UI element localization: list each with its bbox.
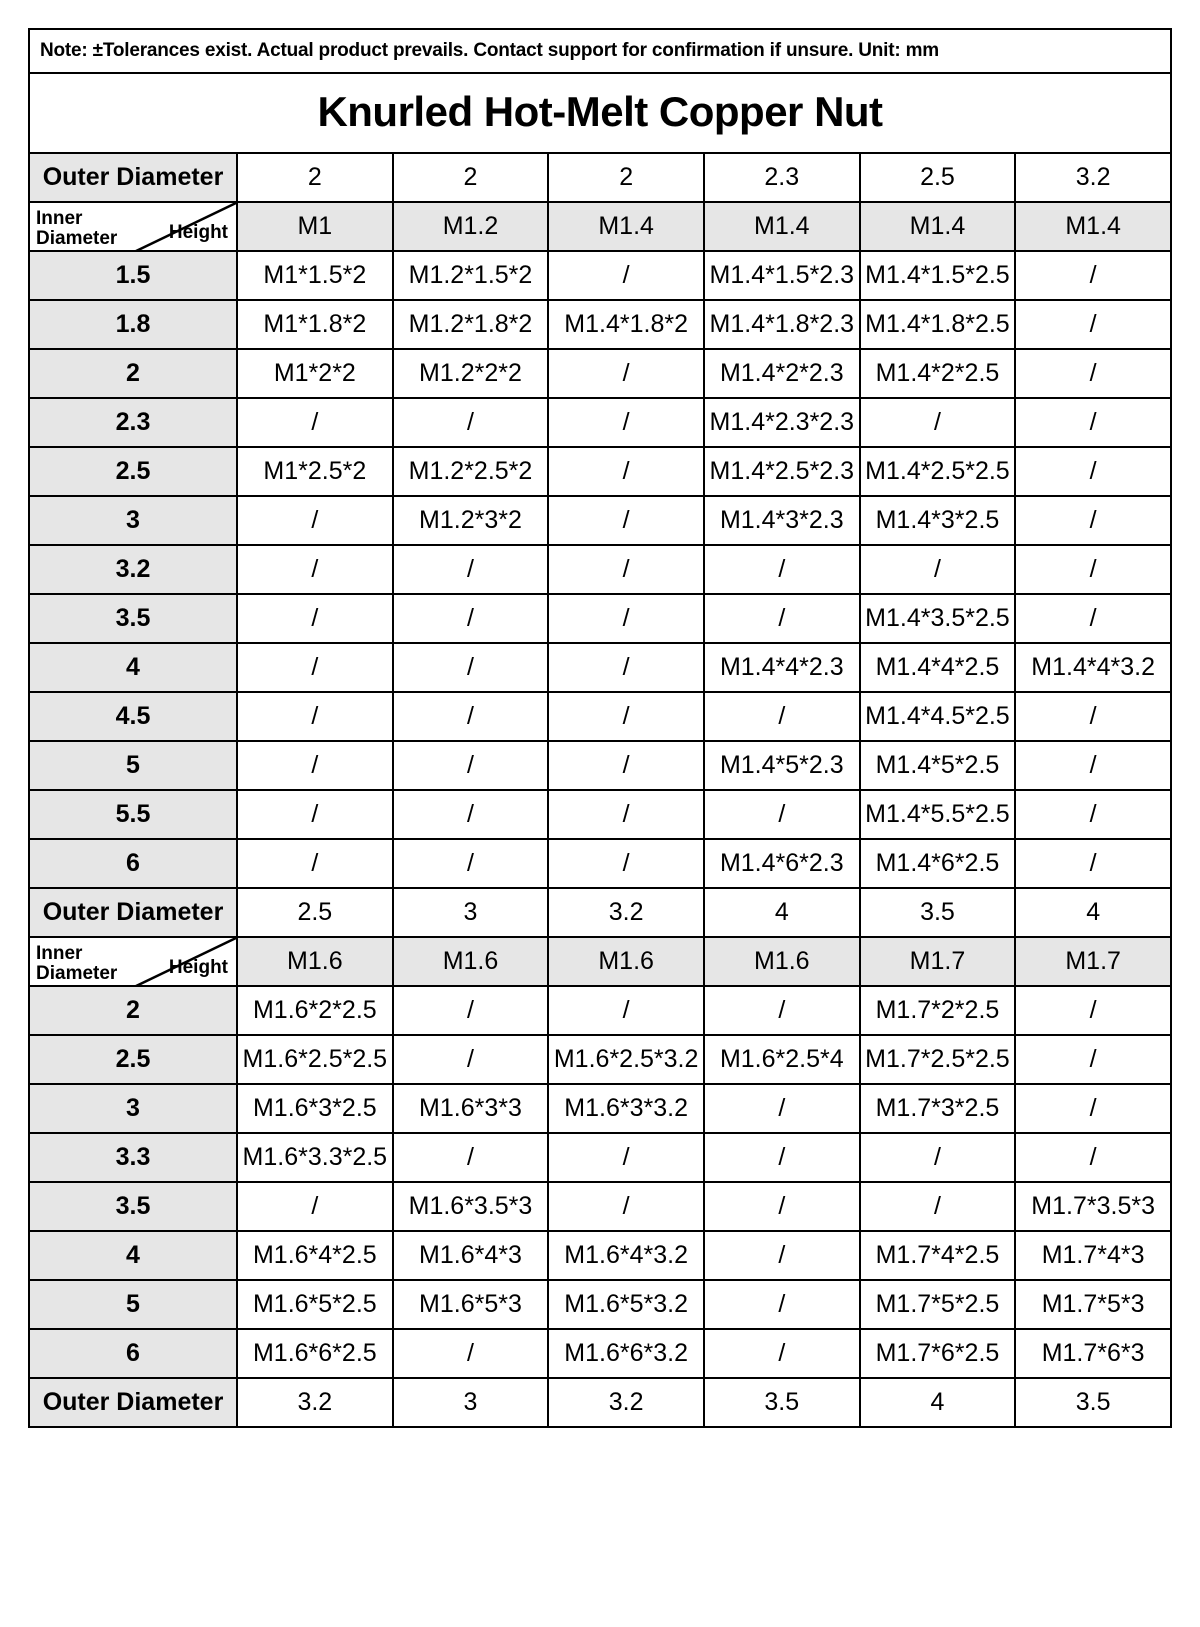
spec-cell: M1.6*4*2.5 — [237, 1231, 393, 1280]
spec-cell-empty: / — [237, 545, 393, 594]
spec-cell-empty: / — [1015, 790, 1171, 839]
spec-cell-empty: / — [704, 1084, 860, 1133]
spec-cell: M1.6*2*2.5 — [237, 986, 393, 1035]
spec-cell-empty: / — [237, 692, 393, 741]
page-title: Knurled Hot-Melt Copper Nut — [28, 72, 1172, 152]
table-row — [29, 1084, 1171, 1133]
spec-cell: M1.7*6*2.5 — [860, 1329, 1016, 1378]
spec-cell-empty: / — [548, 643, 704, 692]
spec-cell: M1.7*5*2.5 — [860, 1280, 1016, 1329]
spec-cell-empty: / — [704, 986, 860, 1035]
outer-diameter-value: 2.3 — [704, 153, 860, 202]
height-value: 3.5 — [29, 1182, 237, 1231]
spec-cell: M1.6*3*3.2 — [548, 1084, 704, 1133]
spec-cell-empty: / — [237, 398, 393, 447]
height-value: 2 — [29, 349, 237, 398]
spec-cell-empty: / — [548, 447, 704, 496]
spec-cell: M1.4*2.5*2.3 — [704, 447, 860, 496]
spec-cell-empty: / — [704, 545, 860, 594]
spec-cell-empty: / — [237, 1182, 393, 1231]
outer-diameter-value: 2.5 — [860, 153, 1016, 202]
spec-cell-empty: / — [548, 692, 704, 741]
table-row — [29, 1133, 1171, 1182]
height-value: 2.5 — [29, 447, 237, 496]
height-value: 3 — [29, 1084, 237, 1133]
spec-cell: M1.6*2.5*4 — [704, 1035, 860, 1084]
height-value: 6 — [29, 839, 237, 888]
spec-cell-empty: / — [548, 496, 704, 545]
spec-cell-empty: / — [237, 741, 393, 790]
spec-cell-empty: / — [237, 594, 393, 643]
table-row — [29, 1182, 1171, 1231]
spec-cell: M1.7*4*3 — [1015, 1231, 1171, 1280]
outer-diameter-row — [29, 1378, 1171, 1427]
spec-cell-empty: / — [548, 398, 704, 447]
height-value: 3 — [29, 496, 237, 545]
thread-size-header: M1.6 — [237, 937, 393, 986]
height-value: 4.5 — [29, 692, 237, 741]
spec-cell-empty: / — [393, 692, 549, 741]
outer-diameter-value: 4 — [704, 888, 860, 937]
outer-diameter-label: Outer Diameter — [29, 888, 237, 937]
thread-size-header: M1.4 — [1015, 202, 1171, 251]
table-row — [29, 398, 1171, 447]
spec-cell-empty: / — [1015, 300, 1171, 349]
height-value: 1.5 — [29, 251, 237, 300]
spec-cell: M1.4*2.3*2.3 — [704, 398, 860, 447]
spec-cell: M1.4*6*2.5 — [860, 839, 1016, 888]
spec-cell: M1.4*6*2.3 — [704, 839, 860, 888]
spec-cell: M1*1.8*2 — [237, 300, 393, 349]
spec-cell-empty: / — [1015, 692, 1171, 741]
outer-diameter-value: 4 — [860, 1378, 1016, 1427]
spec-cell-empty: / — [1015, 349, 1171, 398]
spec-cell-empty: / — [237, 643, 393, 692]
thread-size-header: M1.6 — [548, 937, 704, 986]
spec-cell: M1.6*3.5*3 — [393, 1182, 549, 1231]
spec-cell: M1.4*1.5*2.3 — [704, 251, 860, 300]
height-label: Height — [168, 957, 228, 978]
spec-cell-empty: / — [237, 496, 393, 545]
table-row — [29, 986, 1171, 1035]
height-label: Height — [168, 222, 228, 243]
spec-cell-empty: / — [860, 1133, 1016, 1182]
spec-cell: M1.6*6*2.5 — [237, 1329, 393, 1378]
thread-size-header: M1.4 — [860, 202, 1016, 251]
spec-cell-empty: / — [237, 839, 393, 888]
outer-diameter-value: 2 — [237, 153, 393, 202]
table-row — [29, 643, 1171, 692]
spec-cell-empty: / — [548, 594, 704, 643]
height-value: 2 — [29, 986, 237, 1035]
spec-cell: M1.4*1.8*2.3 — [704, 300, 860, 349]
table-row — [29, 300, 1171, 349]
tolerance-note: Note: ±Tolerances exist. Actual product prevails. Contact support for confirmation if unsure. Unit: mm — [28, 28, 1172, 72]
spec-cell: M1.4*2*2.5 — [860, 349, 1016, 398]
spec-cell-empty: / — [548, 251, 704, 300]
spec-cell: M1.4*4*2.5 — [860, 643, 1016, 692]
spec-cell: M1.6*5*3 — [393, 1280, 549, 1329]
spec-cell-empty: / — [393, 1329, 549, 1378]
inner-diameter-label: Inner Diameter — [36, 943, 118, 984]
spec-cell-empty: / — [548, 839, 704, 888]
spec-cell-empty: / — [548, 349, 704, 398]
spec-cell-empty: / — [1015, 839, 1171, 888]
spec-cell: M1.6*3*3 — [393, 1084, 549, 1133]
inner-diameter-height-corner — [29, 937, 237, 986]
spec-cell: M1.6*3.3*2.5 — [237, 1133, 393, 1182]
spec-cell-empty: / — [860, 1182, 1016, 1231]
spec-cell-empty: / — [237, 790, 393, 839]
spec-cell-empty: / — [1015, 594, 1171, 643]
outer-diameter-value: 2 — [548, 153, 704, 202]
spec-cell: M1.4*5*2.5 — [860, 741, 1016, 790]
spec-cell: M1.4*4*3.2 — [1015, 643, 1171, 692]
height-value: 4 — [29, 643, 237, 692]
table-row — [29, 447, 1171, 496]
inner-diameter-height-corner — [29, 202, 237, 251]
spec-cell-empty: / — [704, 1280, 860, 1329]
spec-cell: M1.4*4*2.3 — [704, 643, 860, 692]
height-value: 5 — [29, 741, 237, 790]
spec-cell-empty: / — [1015, 741, 1171, 790]
table-row — [29, 349, 1171, 398]
outer-diameter-value: 3.2 — [1015, 153, 1171, 202]
spec-cell: M1.4*3*2.5 — [860, 496, 1016, 545]
spec-cell-empty: / — [1015, 986, 1171, 1035]
height-value: 3.2 — [29, 545, 237, 594]
spec-cell-empty: / — [393, 1035, 549, 1084]
thread-size-header: M1.6 — [704, 937, 860, 986]
spec-cell-empty: / — [548, 1182, 704, 1231]
table-row — [29, 1231, 1171, 1280]
outer-diameter-value: 3.5 — [860, 888, 1016, 937]
spec-cell: M1.7*4*2.5 — [860, 1231, 1016, 1280]
spec-cell-empty: / — [548, 790, 704, 839]
spec-cell: M1.6*2.5*3.2 — [548, 1035, 704, 1084]
spec-cell: M1.4*5.5*2.5 — [860, 790, 1016, 839]
spec-cell: M1.6*6*3.2 — [548, 1329, 704, 1378]
table-row — [29, 545, 1171, 594]
spec-cell-empty: / — [393, 741, 549, 790]
thread-size-header: M1.7 — [1015, 937, 1171, 986]
spec-cell-empty: / — [393, 398, 549, 447]
spec-cell-empty: / — [393, 839, 549, 888]
table-row — [29, 594, 1171, 643]
outer-diameter-label: Outer Diameter — [29, 1378, 237, 1427]
table-row — [29, 1329, 1171, 1378]
spec-cell: M1.6*4*3 — [393, 1231, 549, 1280]
spec-cell: M1.6*5*2.5 — [237, 1280, 393, 1329]
spec-cell: M1.7*2.5*2.5 — [860, 1035, 1016, 1084]
thread-size-header: M1 — [237, 202, 393, 251]
spec-cell-empty: / — [704, 1231, 860, 1280]
spec-cell: M1.6*3*2.5 — [237, 1084, 393, 1133]
inner-diameter-label: Inner Diameter — [36, 208, 118, 249]
height-value: 5.5 — [29, 790, 237, 839]
spec-cell-empty: / — [548, 545, 704, 594]
table-row — [29, 741, 1171, 790]
spec-cell: M1.4*2*2.3 — [704, 349, 860, 398]
spec-cell-empty: / — [704, 1133, 860, 1182]
spec-cell: M1.7*5*3 — [1015, 1280, 1171, 1329]
spec-cell: M1.6*2.5*2.5 — [237, 1035, 393, 1084]
table-row — [29, 1280, 1171, 1329]
thread-size-header: M1.7 — [860, 937, 1016, 986]
spec-cell-empty: / — [393, 594, 549, 643]
thread-header-row — [29, 937, 1171, 986]
spec-cell: M1*1.5*2 — [237, 251, 393, 300]
spec-cell-empty: / — [1015, 447, 1171, 496]
spec-cell-empty: / — [393, 986, 549, 1035]
outer-diameter-value: 3.5 — [704, 1378, 860, 1427]
height-value: 3.5 — [29, 594, 237, 643]
table-row — [29, 251, 1171, 300]
table-row — [29, 692, 1171, 741]
spec-cell-empty: / — [860, 398, 1016, 447]
thread-size-header: M1.4 — [704, 202, 860, 251]
outer-diameter-row — [29, 888, 1171, 937]
spec-cell-empty: / — [393, 545, 549, 594]
spec-cell: M1.7*3*2.5 — [860, 1084, 1016, 1133]
spec-cell: M1.4*1.8*2.5 — [860, 300, 1016, 349]
spec-cell: M1*2*2 — [237, 349, 393, 398]
table-row — [29, 496, 1171, 545]
spec-cell: M1.7*3.5*3 — [1015, 1182, 1171, 1231]
outer-diameter-value: 3.5 — [1015, 1378, 1171, 1427]
spec-cell-empty: / — [393, 1133, 549, 1182]
spec-cell: M1.4*1.8*2 — [548, 300, 704, 349]
height-value: 3.3 — [29, 1133, 237, 1182]
outer-diameter-value: 2.5 — [237, 888, 393, 937]
table-row — [29, 1035, 1171, 1084]
outer-diameter-value: 3.2 — [548, 888, 704, 937]
spec-cell-empty: / — [1015, 1084, 1171, 1133]
outer-diameter-value: 3 — [393, 888, 549, 937]
spec-cell-empty: / — [393, 790, 549, 839]
spec-cell: M1.4*2.5*2.5 — [860, 447, 1016, 496]
height-value: 2.5 — [29, 1035, 237, 1084]
spec-cell-empty: / — [1015, 1133, 1171, 1182]
height-value: 1.8 — [29, 300, 237, 349]
spec-cell-empty: / — [1015, 545, 1171, 594]
thread-size-header: M1.2 — [393, 202, 549, 251]
outer-diameter-value: 2 — [393, 153, 549, 202]
spec-cell-empty: / — [704, 790, 860, 839]
spec-cell: M1.2*2.5*2 — [393, 447, 549, 496]
height-value: 2.3 — [29, 398, 237, 447]
spec-cell: M1.6*5*3.2 — [548, 1280, 704, 1329]
outer-diameter-label: Outer Diameter — [29, 153, 237, 202]
spec-cell: M1.2*2*2 — [393, 349, 549, 398]
thread-header-row — [29, 202, 1171, 251]
spec-cell-empty: / — [1015, 1035, 1171, 1084]
spec-cell-empty: / — [1015, 251, 1171, 300]
spec-cell-empty: / — [393, 643, 549, 692]
spec-cell: M1.4*3*2.3 — [704, 496, 860, 545]
table-row — [29, 790, 1171, 839]
thread-size-header: M1.6 — [393, 937, 549, 986]
height-value: 4 — [29, 1231, 237, 1280]
spec-cell: M1.2*1.8*2 — [393, 300, 549, 349]
height-value: 5 — [29, 1280, 237, 1329]
spec-cell-empty: / — [704, 594, 860, 643]
outer-diameter-value: 4 — [1015, 888, 1171, 937]
spec-cell: M1.4*3.5*2.5 — [860, 594, 1016, 643]
specification-table — [28, 152, 1172, 1428]
spec-cell-empty: / — [704, 692, 860, 741]
spec-cell: M1.4*1.5*2.5 — [860, 251, 1016, 300]
spec-cell-empty: / — [1015, 398, 1171, 447]
spec-cell: M1.2*1.5*2 — [393, 251, 549, 300]
spec-cell-empty: / — [548, 741, 704, 790]
spec-cell-empty: / — [548, 986, 704, 1035]
outer-diameter-row — [29, 153, 1171, 202]
spec-cell-empty: / — [704, 1182, 860, 1231]
spec-cell: M1.4*5*2.3 — [704, 741, 860, 790]
table-row — [29, 839, 1171, 888]
spec-cell: M1.4*4.5*2.5 — [860, 692, 1016, 741]
spec-cell-empty: / — [1015, 496, 1171, 545]
spec-cell: M1.7*6*3 — [1015, 1329, 1171, 1378]
outer-diameter-value: 3.2 — [237, 1378, 393, 1427]
spec-cell: M1.2*3*2 — [393, 496, 549, 545]
thread-size-header: M1.4 — [548, 202, 704, 251]
outer-diameter-value: 3.2 — [548, 1378, 704, 1427]
spec-cell-empty: / — [704, 1329, 860, 1378]
spec-cell: M1.6*4*3.2 — [548, 1231, 704, 1280]
spec-cell-empty: / — [548, 1133, 704, 1182]
spec-cell: M1.7*2*2.5 — [860, 986, 1016, 1035]
outer-diameter-value: 3 — [393, 1378, 549, 1427]
spec-cell: M1*2.5*2 — [237, 447, 393, 496]
spec-cell-empty: / — [860, 545, 1016, 594]
height-value: 6 — [29, 1329, 237, 1378]
